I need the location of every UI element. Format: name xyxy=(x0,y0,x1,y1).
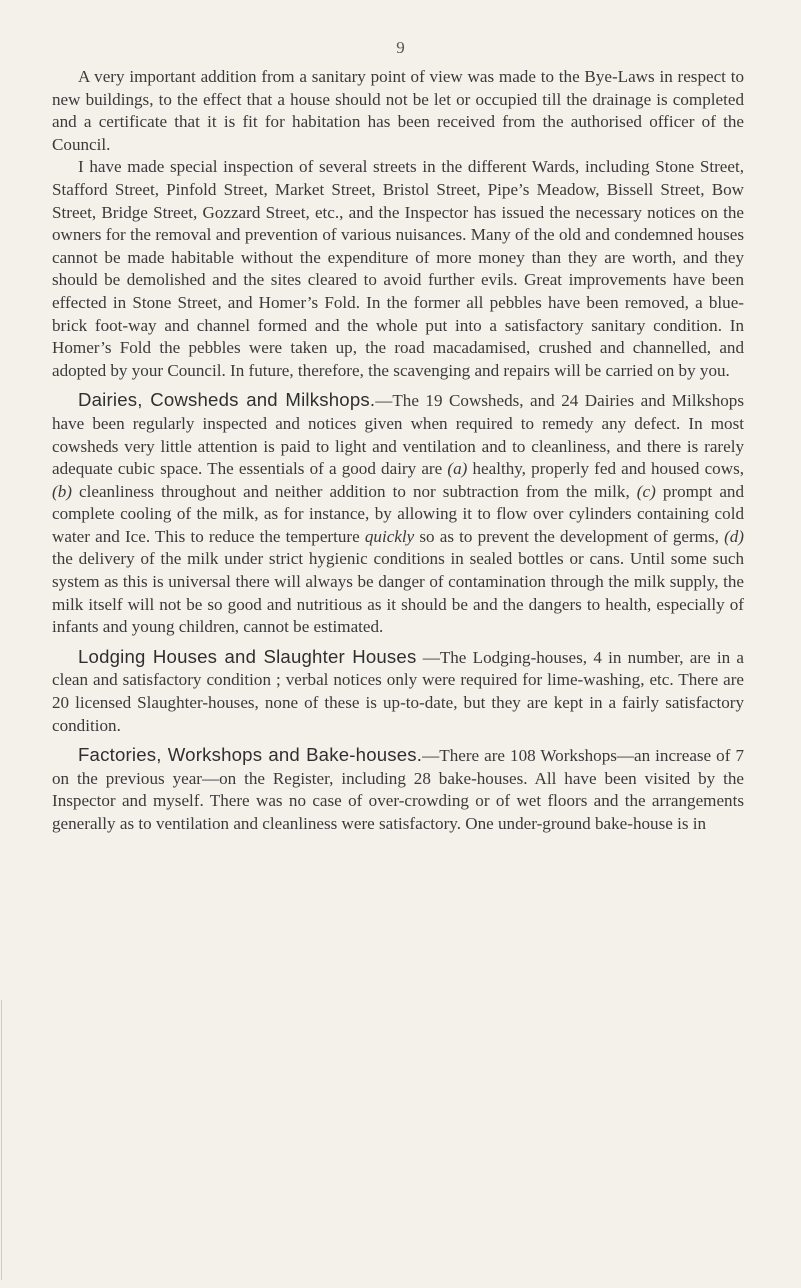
section-factories xyxy=(52,744,744,835)
dairies-text-a: —The 19 Cowsheds, and 24 Dairies and Milkshops have been regularly inspected and notices given when required to remedy any defect. In most cowsheds very little attention is paid to light and ventilation and to cleanliness, and there is rarely adequate cubic space. The essentials of a good dairy are xyxy=(52,391,744,479)
dairies-quickly: quickly xyxy=(364,526,415,546)
dairies-mark-c: (c) xyxy=(636,481,656,501)
section-lodging xyxy=(52,646,744,737)
document-body xyxy=(52,66,744,836)
dairies-text-b: healthy, properly fed and housed cows, xyxy=(467,459,744,479)
dairies-text-f: the delivery of the milk under strict hygienic conditions in sealed bottles or cans. Until some such system as this is universal there will always be danger of contamination through the milk supply, the milk itself will not be so good and nutritious as it should be and the dangers to health, especially of infants and young children, cannot be estimated. xyxy=(52,549,744,637)
dairies-mark-b: (b) xyxy=(52,481,72,501)
page-number: 9 xyxy=(396,38,405,57)
margin-rule xyxy=(1,1000,2,1280)
dairies-mark-d: (d) xyxy=(724,526,744,546)
factories-text: —There are 108 Workshops—an increase of 7 on the previous year—on the Register, including 28 bake-houses. All have been visited by the Inspector and myself. There was no case of over-crowding or of wet floors and the arrangements generally as to ventilation and cleanliness were satisfactory. One under-ground bake-house is in xyxy=(52,746,744,833)
section-heading-factories: Factories, Workshops and Bake-houses. xyxy=(78,744,423,766)
paragraph-bye-laws: A very important addition from a sanitary point of view was made to the Bye-Laws in respect to new buildings, to the effect that a house should not be let or occupied till the drainage is completed and a certificate that it is fit for habitation has been received from the authorised officer of the Council. xyxy=(52,67,744,154)
section-dairies xyxy=(52,389,744,639)
dairies-mark-a: (a) xyxy=(447,459,468,479)
section-heading-dairies: Dairies, Cowsheds and Milkshops. xyxy=(78,389,376,411)
dairies-text-e: so as to prevent the development of germs, xyxy=(414,526,725,546)
lodging-text: —The Lodging-houses, 4 in number, are in a clean and satisfactory condition ; verbal notices only were required for lime-washing, etc. There are 20 licensed Slaughter-houses, none of these is up-to-date, but they are kept in a fairly satisfactory condition. xyxy=(52,647,744,735)
dairies-text-d: prompt and complete cooling of the milk, as for instance, by allowing it to flow over cylinders containing cold water and Ice. This to reduce the temperture xyxy=(52,481,744,546)
section-heading-lodging: Lodging Houses and Slaughter Houses xyxy=(78,645,417,667)
dairies-text-c: cleanliness throughout and neither addition to nor subtraction from the milk, xyxy=(71,481,637,501)
paragraph-street-inspection: I have made special inspection of several streets in the different Wards, including Stone Street, Stafford Street, Pinfold Street, Market Street, Bristol Street, Pipe’s Meadow, Bissell Street, Bow Street, Bridge Street, Gozzard Street, etc., and the Inspector has issued the necessary notices on the owners for the removal and prevention of various nuisances. Many of the old and condemned houses cannot be made habitable without the expenditure of more money than they are worth, and they should be demolished and the sites cleared to avoid further evils. Great improvements have been effected in Stone Street, and Homer’s Fold. In the former all pebbles have been removed, a blue-brick foot-way and channel formed and the whole put into a satisfactory sanitary condition. In Homer’s Fold the pebbles were taken up, the road macadamised, crushed and channelled, and adopted by your Council. In future, therefore, the scavenging and repairs will be carried on by you. xyxy=(52,157,744,380)
